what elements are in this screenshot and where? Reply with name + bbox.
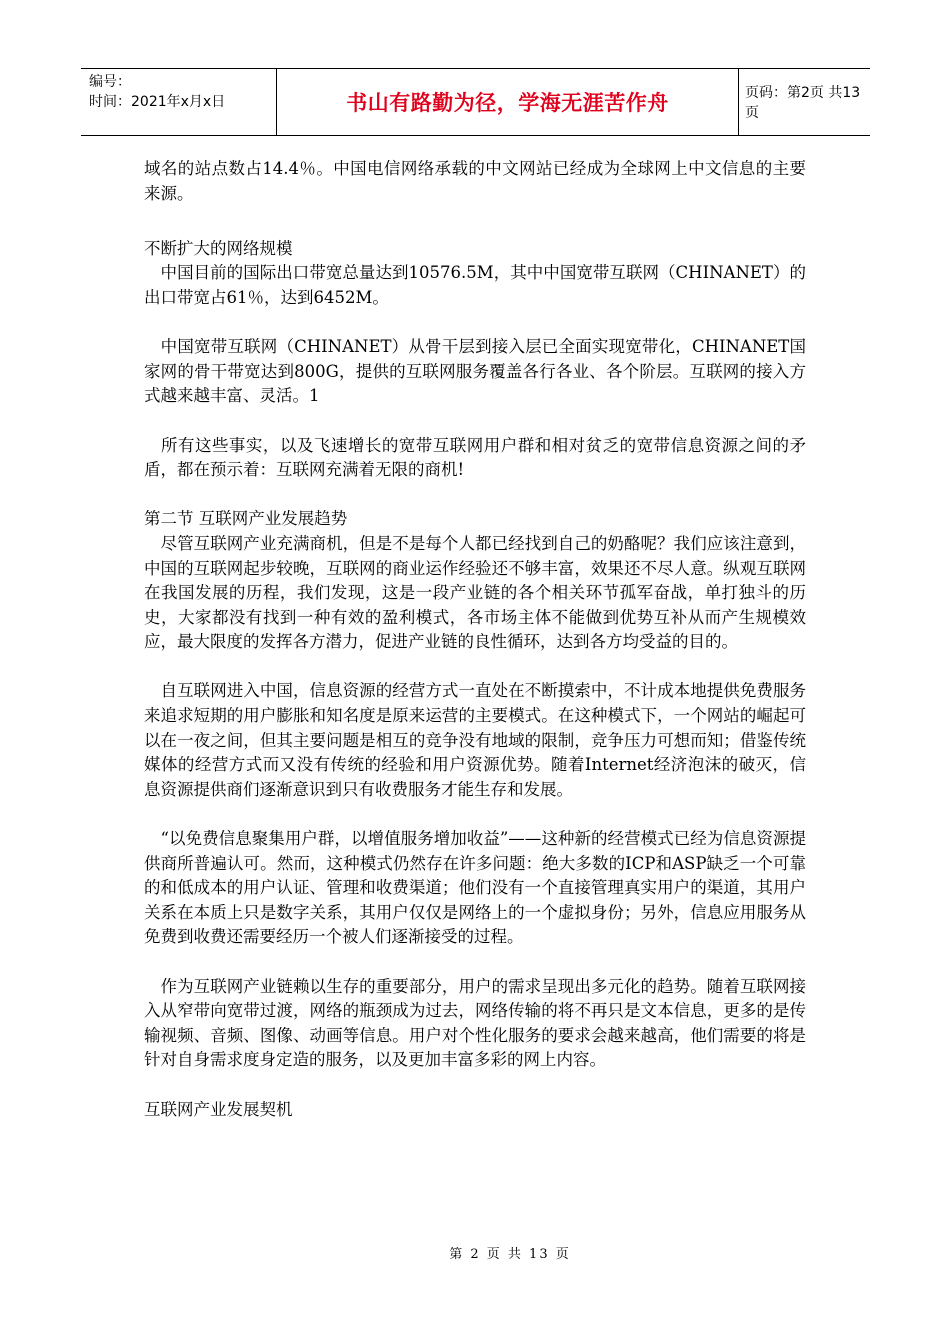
page-header [81, 68, 870, 136]
section-heading: 不断扩大的网络规模 [144, 238, 293, 258]
paragraph: 中国宽带互联网（CHINANET）从骨干层到接入层已全面实现宽带化，CHINANET国家网的骨干带宽达到800G，提供的互联网服务覆盖各行各业、各个阶层。互联网的接入方式越来越丰富、灵活。1 [144, 337, 806, 406]
section-heading: 互联网产业发展契机 [144, 1099, 293, 1119]
header-page-info: 页码：第2页 共13页 [745, 85, 861, 121]
page-footer: 第 2 页 共 13 页 [449, 1247, 571, 1262]
paragraph: 自互联网进入中国，信息资源的经营方式一直处在不断摸索中，不计成本地提供免费服务来追求短期的用户膨胀和知名度是原来运营的主要模式。在这种模式下，一个网站的崛起可以在一夜之间，但其主要问题是相互的竞争没有地域的限制，竞争压力可想而知；借鉴传统媒体的经营方式而又没有传统的经验和用户资源优势。随着Internet经济泡沫的破灭，信息资源提供商们逐渐意识到只有收费服务才能生存和发展。 [144, 681, 806, 799]
paragraph: 中国目前的国际出口带宽总量达到10576.5M，其中中国宽带互联网（CHINANET）的出口带宽占61％，达到6452M。 [144, 263, 806, 307]
header-motto: 书山有路勤为径，学海无涯苦作舟 [277, 69, 739, 135]
section-heading: 第二节 互联网产业发展趋势 [144, 509, 348, 529]
document-number-label: 编号： [89, 74, 131, 90]
paragraph: 所有这些事实，以及飞速增长的宽带互联网用户群和相对贫乏的宽带信息资源之间的矛盾，都在预示着：互联网充满着无限的商机! [144, 435, 806, 480]
paragraph: “以免费信息聚集用户群，以增值服务增加收益”——这种新的经营模式已经为信息资源提供商所普遍认可。然而，这种模式仍然存在许多问题：绝大多数的ICP和ASP缺乏一个可靠的和低成本的用户认证、管理和收费渠道；他们没有一个直接管理真实用户的渠道，其用户关系在本质上只是数字关系，其用户仅仅是网络上的一个虚拟身份；另外，信息应用服务从免费到收费还需要经历一个被人们逐渐接受的过程。 [144, 829, 806, 947]
paragraph: 域名的站点数占14.4％。中国电信网络承载的中文网站已经成为全球网上中文信息的主要来源。 [144, 159, 806, 203]
document-body [144, 157, 806, 1122]
paragraph: 作为互联网产业链赖以生存的重要部分，用户的需求呈现出多元化的趋势。随着互联网接入从窄带向宽带过渡，网络的瓶颈成为过去，网络传输的将不再只是文本信息，更多的是传输视频、音频、图像、动画等信息。用户对个性化服务的要求会越来越高，他们需要的将是针对自身需求度身定造的服务，以及更加丰富多彩的网上内容。 [144, 976, 806, 1070]
document-date: 时间：2021年x月x日 [89, 94, 226, 110]
header-meta [81, 69, 277, 135]
paragraph: 尽管互联网产业充满商机，但是不是每个人都已经找到自己的奶酪呢？我们应该注意到，中国的互联网起步较晚，互联网的商业运作经验还不够丰富，效果还不尽人意。纵观互联网在我国发展的历程，我们发现，这是一段产业链的各个相关环节孤军奋战，单打独斗的历史，大家都没有找到一种有效的盈利模式，各市场主体不能做到优势互补从而产生规模效应，最大限度的发挥各方潜力，促进产业链的良性循环，达到各方均受益的目的。 [144, 533, 806, 652]
